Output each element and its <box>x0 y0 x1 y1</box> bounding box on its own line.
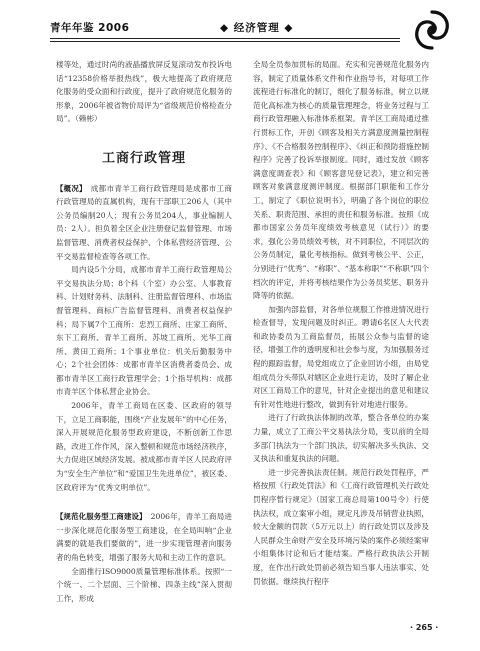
header-rule <box>50 38 400 39</box>
page-number: · 265 · <box>410 623 439 632</box>
annual-summary-paragraph: 2006年，青羊工商局在区委、区政府的领导下，立足工商职能，围绕“产业发展年”的中心任务，深入开展规范化服务型政府建设，不断创新工作思路，改进工作作风，深入整顿和规范市场经济秩序，大力促进区域经济发展。被成都市青羊区人民政府评为“安全生产单位”和“爱国卫生先进单位”，被区委、区政府评为“优秀文明单位”。 <box>56 401 232 492</box>
paragraph-gap <box>56 494 232 510</box>
decorative-swirl-logo <box>410 8 454 52</box>
yearbook-title: 青年年鉴 2006 <box>50 22 130 34</box>
header-rule-thin <box>50 41 400 42</box>
enforcement-reform-paragraph: 进行了行政执法体制的改革，整合各单位的办案力量，成立了工商公平交易执法分局，变以前的全局多部门执法为一个部门执法，切实解决多头执法、交叉执法和重复执法的问题。 <box>253 413 429 464</box>
structure-paragraph: 局内设5个分局，成都市青羊工商行政管理局公平交易执法分局；8个科（个室）办公室、人事教育科、计划财务科、法制科、注册监督管理科、市场监督管理科、商标广告监督管理科、消费者权益保护科；局下属7个工商所：忠烈工商所、庄家工商所、东下工商所、青羊工商所、苏坡工商所、光华工商所、黄田工商所；1个事业单位：机关后勤服务中心；2个社会团体：成都市青羊区消费者委员会、成都市青羊区工商行政管理学会；1个指导机构：成都市青羊区个体私营企业协会。 <box>56 265 232 397</box>
section-header: ◆ 经济管理 ◆ <box>220 22 294 34</box>
page-header <box>50 18 445 36</box>
overview-text: 成都市青羊工商行政管理局是成都市工商行政管理局的直属机构，现有干部职工206人（其中公务员编制20人；现有公务员204人，事业编制人员：2人）。担负着全区企业注册登记监督管理、市场监督管理、消费者权益保护、个体私营经济管理、公平交易监督检查等各项工作。 <box>56 183 232 261</box>
overview-tag: 【概况】 <box>56 183 83 193</box>
standards-paragraph: 全局全员参加贯标的局面。充实和完善规范化服务内容，制定了质量体系文件和作业指导书，对每项工作流程进行标准化的制订，细化了服务标准，树立以规范化高标准为核心的质量管理理念，将业务过程与工商行政管理融入标准体系框架。青羊区工商局通过推行贯标工作，开创《顾客及相关方满意度测量控制程序》、《不合格服务控制程序》、《纠正和预防措施控制程序》完善了投诉举报制度。同时，通过发放《顾客满意度调查表》和《顾客意见登记表》，建立和完善顾客对象满意度测评制度。根据部门职能和工作分工，制定了《职位说明书》，明确了各个岗位的职位关系、职责范围、承担的责任和服务标准。按照《成都市国家公务员年度绩效考核意见（试行）》的要求，强化公务员绩效考核，对不同职位，不同层次的公务员制定，量化考核指标。做到考核公平、公正，分别进行“优秀”、“称职”、“基本称职”“不称职”四个档次的评定，并将考核结果作为公务员奖惩、职务升降等的依据。 <box>253 60 429 301</box>
responsibility-paragraph: 进一步完善执法责任制。规范行政处罚程序，严格按照《行政处罚法》和《工商行政管理机关行政处罚程序暂行规定》（国家工商总局第100号令）行使执法权，成立案审小组，规定凡涉及吊销营业执照，较大金额的罚款（5万元以上）的行政处罚以及涉及人民群众生命财产安全及环境污染的案件必须经案审小组集体讨论和后才能结案。严格行政执法公开制度，在作出行政处罚前必须告知当事人违法事实、处罚依据。继续执行程序 <box>253 467 429 586</box>
service-building-text: 2006年，青羊工商局进一步深化规范化服务型工商建设，在全局叫响“企业满要的就是我们要做的”，进一步实现管理者向服务者的角色转变，增强了服务大局和主动工作的意识。 <box>56 512 232 562</box>
left-column <box>56 58 232 605</box>
iso9000-paragraph: 全面推行ISO9000质量管理标准体系。按照“一个统一、二个层面、三个阶梯、四条主线”深入贯彻工作，形成 <box>56 566 232 603</box>
service-building-tag: 【规范化服务型工商建设】 <box>56 512 143 522</box>
service-building-paragraph <box>56 510 232 564</box>
intro-paragraph: 楼等处，通过时尚的液晶播放屏反复滚动发布投诉电话“12358价格举报热线”，极大地提高了政府规范化服务的受众面和行政度，提升了政府规范化服务的形象，2006年被省物价局评为“省级规范价格检查分局”。（赖彬） <box>56 60 232 124</box>
right-column <box>253 58 429 588</box>
overview-paragraph <box>56 182 232 264</box>
section-title: 工商行政管理 <box>101 150 186 166</box>
supervision-paragraph: 加强内部监督，对各单位规服工作推进情况进行检查督导，发现问题及时纠正。聘请6名区人大代表和政协委员为工商监督员，拓展公众参与监督的途径，增强工作的透明度和社会参与度，为加强服务过程的跟踪监督，局党组成立了企业回访小组，由局党组成员分头带队对辖区企业进行走访，及时了解企业对区工商局工作的意见，针对企业提出的意见和建议有针对性地进行整改，做到有针对地进行服务。 <box>253 304 429 409</box>
